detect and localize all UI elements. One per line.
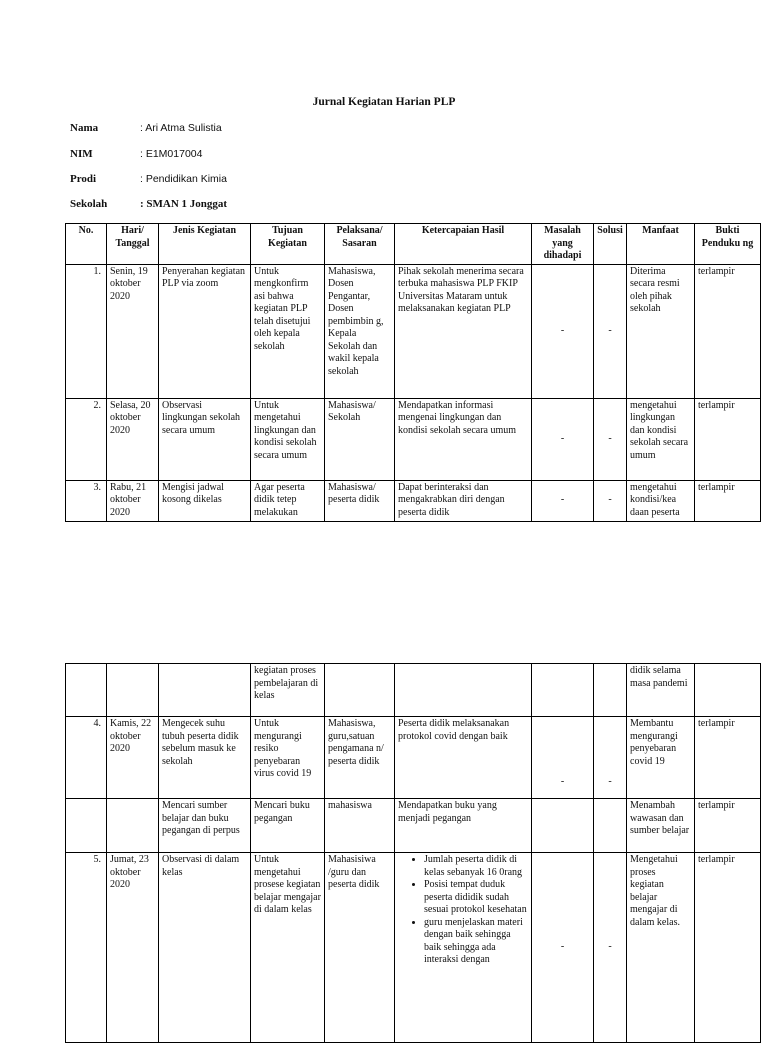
- cell-bukti: terlampir: [695, 480, 761, 521]
- cell-pelaksana: Mahasiswa/ Sekolah: [325, 398, 395, 480]
- list-item: • Jumlah peserta didik di kelas sebanyak 16 0rang: [424, 854, 528, 879]
- cell-no: [66, 664, 107, 717]
- cell-hari: [107, 799, 159, 853]
- cell-hari: Kamis, 22 oktober 2020: [107, 717, 159, 799]
- cell-solusi: -: [594, 480, 627, 521]
- prodi-value: : Pendidikan Kimia: [140, 173, 227, 185]
- cell-masalah: -: [532, 480, 594, 521]
- cell-hasil: Mendapatkan informasi mengenai lingkungan dan kondisi sekolah secara umum: [395, 398, 532, 480]
- table-row: [66, 799, 761, 853]
- cell-hasil: [395, 664, 532, 717]
- cell-hasil: Mendapatkan buku yang menjadi pegangan: [395, 799, 532, 853]
- header-bukti: Bukti Penduku ng: [695, 224, 761, 265]
- nim-label: NIM: [70, 148, 93, 160]
- header-solusi: Solusi: [594, 224, 627, 265]
- cell-hari: Senin, 19 oktober 2020: [107, 264, 159, 398]
- cell-tujuan: Untuk mengkonfirm asi bahwa kegiatan PLP telah disetujui oleh kepala sekolah: [251, 264, 325, 398]
- cell-masalah: [532, 799, 594, 853]
- cell-manfaat: Mengetahui proses kegiatan belajar mengajar di dalam kelas.: [627, 853, 695, 1043]
- header-manfaat: Manfaat: [627, 224, 695, 265]
- sekolah-label: Sekolah: [70, 198, 108, 210]
- cell-solusi: -: [594, 264, 627, 398]
- cell-bukti: terlampir: [695, 398, 761, 480]
- header-jenis: Jenis Kegiatan: [159, 224, 251, 265]
- activity-table-page-2: [65, 663, 761, 1043]
- cell-solusi: [594, 664, 627, 717]
- cell-manfaat: Diterima secara resmi oleh pihak sekolah: [627, 264, 695, 398]
- cell-hari: Jumat, 23 oktober 2020: [107, 853, 159, 1043]
- cell-no: [66, 799, 107, 853]
- cell-no: 1.: [66, 264, 107, 398]
- cell-manfaat: mengetahui lingkungan dan kondisi sekolah secara umum: [627, 398, 695, 480]
- cell-hari: [107, 664, 159, 717]
- table-row: [66, 717, 761, 799]
- cell-tujuan: Mencari buku pegangan: [251, 799, 325, 853]
- table-row: [66, 480, 761, 521]
- cell-no: 5.: [66, 853, 107, 1043]
- cell-jenis: Mengecek suhu tubuh peserta didik sebelum masuk ke sekolah: [159, 717, 251, 799]
- cell-hari: Selasa, 20 oktober 2020: [107, 398, 159, 480]
- cell-manfaat: Menambah wawasan dan sumber belajar: [627, 799, 695, 853]
- cell-hasil: Dapat berinteraksi dan mengakrabkan diri dengan peserta didik: [395, 480, 532, 521]
- hasil-bullet-list: [398, 854, 528, 967]
- cell-jenis: Observasi lingkungan sekolah secara umum: [159, 398, 251, 480]
- cell-no: 3.: [66, 480, 107, 521]
- cell-masalah: -: [532, 717, 594, 799]
- cell-jenis: Mengisi jadwal kosong dikelas: [159, 480, 251, 521]
- cell-bukti: terlampir: [695, 264, 761, 398]
- cell-solusi: -: [594, 853, 627, 1043]
- cell-manfaat: Membantu mengurangi penyebaran covid 19: [627, 717, 695, 799]
- cell-bukti: terlampir: [695, 853, 761, 1043]
- table-row: [66, 264, 761, 398]
- cell-masalah: [532, 664, 594, 717]
- cell-hari: Rabu, 21 oktober 2020: [107, 480, 159, 521]
- nama-label: Nama: [70, 122, 99, 134]
- cell-manfaat: didik selama masa pandemi: [627, 664, 695, 717]
- cell-masalah: -: [532, 264, 594, 398]
- cell-pelaksana: [325, 664, 395, 717]
- nama-value: : Ari Atma Sulistia: [140, 122, 222, 134]
- cell-bukti: terlampir: [695, 799, 761, 853]
- cell-solusi: [594, 799, 627, 853]
- list-item: • Posisi tempat duduk peserta dididik sudah sesuai protokol kesehatan: [424, 879, 528, 917]
- cell-pelaksana: Mahasisiwa /guru dan peserta didik: [325, 853, 395, 1043]
- table-row: [66, 853, 761, 1043]
- header-hari: Hari/ Tanggal: [107, 224, 159, 265]
- list-item: • guru menjelaskan materi dengan baik sehingga baik sehingga ada interaksi dengan: [424, 917, 528, 967]
- cell-bukti: terlampir: [695, 717, 761, 799]
- page-title: Jurnal Kegiatan Harian PLP: [312, 96, 456, 108]
- table-row: [66, 398, 761, 480]
- cell-solusi: -: [594, 398, 627, 480]
- cell-tujuan: Untuk mengurangi resiko penyebaran virus covid 19: [251, 717, 325, 799]
- header-pelaksana: Pelaksana/ Sasaran: [325, 224, 395, 265]
- cell-manfaat: mengetahui kondisi/kea daan peserta: [627, 480, 695, 521]
- header-masalah: Masalah yang dihadapi: [532, 224, 594, 265]
- cell-hasil: [395, 853, 532, 1043]
- cell-jenis: Mencari sumber belajar dan buku pegangan di perpus: [159, 799, 251, 853]
- cell-hasil: Pihak sekolah menerima secara terbuka mahasiswa PLP FKIP Universitas Mataram untuk melaksanakan kegiatan PLP: [395, 264, 532, 398]
- cell-hasil: Peserta didik melaksanakan protokol covid dengan baik: [395, 717, 532, 799]
- cell-masalah: -: [532, 853, 594, 1043]
- cell-solusi: -: [594, 717, 627, 799]
- cell-masalah: -: [532, 398, 594, 480]
- cell-bukti: [695, 664, 761, 717]
- cell-no: 4.: [66, 717, 107, 799]
- activity-table-page-1: [65, 223, 761, 522]
- header-hasil: Ketercapaian Hasil: [395, 224, 532, 265]
- cell-no: 2.: [66, 398, 107, 480]
- cell-jenis: [159, 664, 251, 717]
- prodi-label: Prodi: [70, 173, 97, 185]
- cell-tujuan: Untuk mengetahui lingkungan dan kondisi sekolah secara umum: [251, 398, 325, 480]
- cell-pelaksana: Mahasiswa/ peserta didik: [325, 480, 395, 521]
- table-header-row: [66, 224, 761, 265]
- cell-tujuan: Untuk mengetahui prosese kegiatan belajar mengajar di dalam kelas: [251, 853, 325, 1043]
- cell-tujuan: Agar peserta didik tetep melakukan: [251, 480, 325, 521]
- nim-value: : E1M017004: [140, 148, 203, 160]
- cell-pelaksana: Mahasiswa, guru,satuan pengamana n/ peserta didik: [325, 717, 395, 799]
- table-row-continuation: [66, 664, 761, 717]
- cell-jenis: Penyerahan kegiatan PLP via zoom: [159, 264, 251, 398]
- sekolah-value: : SMAN 1 Jonggat: [140, 198, 228, 210]
- cell-tujuan: kegiatan proses pembelajaran di kelas: [251, 664, 325, 717]
- cell-pelaksana: mahasiswa: [325, 799, 395, 853]
- header-tujuan: Tujuan Kegiatan: [251, 224, 325, 265]
- cell-pelaksana: Mahasiswa, Dosen Pengantar, Dosen pembimbin g, Kepala Sekolah dan wakil kepala sekolah: [325, 264, 395, 398]
- cell-jenis: Observasi di dalam kelas: [159, 853, 251, 1043]
- header-no: No.: [66, 224, 107, 265]
